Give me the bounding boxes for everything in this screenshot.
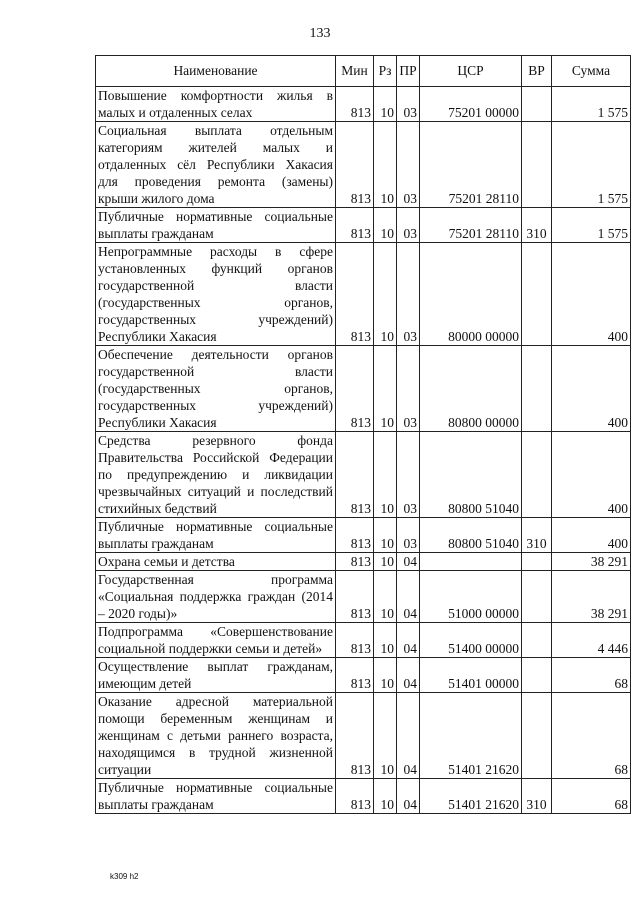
cell-csr: 51400 00000 (420, 623, 522, 658)
cell-rz: 10 (374, 571, 397, 623)
cell-min: 813 (336, 208, 374, 243)
cell-sum: 1 575 (552, 208, 631, 243)
table-row (96, 553, 631, 571)
cell-min: 813 (336, 518, 374, 553)
cell-sum: 68 (552, 779, 631, 814)
cell-name: Осуществление выплат гражданам, имеющим детей (96, 658, 336, 693)
cell-min: 813 (336, 693, 374, 779)
table-row (96, 623, 631, 658)
cell-pr: 04 (397, 779, 420, 814)
table-body (96, 87, 631, 814)
cell-sum: 400 (552, 243, 631, 346)
cell-min: 813 (336, 87, 374, 122)
table-row (96, 243, 631, 346)
cell-pr: 03 (397, 122, 420, 208)
cell-min: 813 (336, 571, 374, 623)
cell-pr: 04 (397, 571, 420, 623)
header-vr: ВР (522, 56, 552, 87)
header-csr: ЦСР (420, 56, 522, 87)
table-row (96, 779, 631, 814)
cell-name: Публичные нормативные социальные выплаты гражданам (96, 779, 336, 814)
page-number: 133 (309, 26, 331, 41)
cell-csr: 51401 00000 (420, 658, 522, 693)
cell-rz: 10 (374, 243, 397, 346)
cell-csr: 75201 00000 (420, 87, 522, 122)
cell-rz: 10 (374, 122, 397, 208)
table-row (96, 432, 631, 518)
cell-name: Оказание адресной материальной помощи беременным женщинам и женщинам с детьми раннего возраста, находящимся в трудной жизненной ситуации (96, 693, 336, 779)
cell-vr (522, 693, 552, 779)
cell-name: Публичные нормативные социальные выплаты гражданам (96, 518, 336, 553)
cell-vr (522, 571, 552, 623)
cell-rz: 10 (374, 623, 397, 658)
table-row (96, 518, 631, 553)
cell-min: 813 (336, 779, 374, 814)
cell-csr: 80800 51040 (420, 518, 522, 553)
cell-pr: 04 (397, 623, 420, 658)
cell-vr (522, 432, 552, 518)
footer-code: k309 h2 (110, 872, 139, 881)
cell-pr: 04 (397, 693, 420, 779)
cell-rz: 10 (374, 346, 397, 432)
cell-pr: 04 (397, 658, 420, 693)
cell-csr: 51000 00000 (420, 571, 522, 623)
cell-rz: 10 (374, 87, 397, 122)
cell-sum: 38 291 (552, 571, 631, 623)
cell-rz: 10 (374, 518, 397, 553)
cell-pr: 03 (397, 518, 420, 553)
header-name: Наименование (96, 56, 336, 87)
table-row (96, 87, 631, 122)
budget-table (95, 55, 631, 814)
cell-vr: 310 (522, 779, 552, 814)
cell-vr (522, 553, 552, 571)
cell-name: Государственная программа «Социальная поддержка граждан (2014 – 2020 годы)» (96, 571, 336, 623)
cell-csr: 75201 28110 (420, 122, 522, 208)
cell-csr (420, 553, 522, 571)
table-row (96, 122, 631, 208)
cell-sum: 400 (552, 432, 631, 518)
cell-rz: 10 (374, 693, 397, 779)
cell-rz: 10 (374, 658, 397, 693)
cell-min: 813 (336, 346, 374, 432)
cell-csr: 80000 00000 (420, 243, 522, 346)
cell-pr: 04 (397, 553, 420, 571)
cell-sum: 68 (552, 658, 631, 693)
cell-name: Средства резервного фонда Правительства Российской Федерации по предупреждению и ликвидации чрезвычайных ситуаций и последствий стихийных бедствий (96, 432, 336, 518)
cell-vr (522, 122, 552, 208)
header-pr: ПР (397, 56, 420, 87)
cell-csr: 80800 51040 (420, 432, 522, 518)
table-row (96, 208, 631, 243)
cell-sum: 400 (552, 518, 631, 553)
table-row (96, 571, 631, 623)
table-row (96, 346, 631, 432)
cell-rz: 10 (374, 432, 397, 518)
cell-name: Обеспечение деятельности органов государственной власти (государственных органов, государственных учреждений) Республики Хакасия (96, 346, 336, 432)
cell-vr: 310 (522, 518, 552, 553)
cell-rz: 10 (374, 208, 397, 243)
cell-min: 813 (336, 658, 374, 693)
cell-vr (522, 623, 552, 658)
cell-csr: 80800 00000 (420, 346, 522, 432)
cell-pr: 03 (397, 87, 420, 122)
cell-csr: 75201 28110 (420, 208, 522, 243)
cell-vr (522, 346, 552, 432)
cell-csr: 51401 21620 (420, 779, 522, 814)
cell-name: Публичные нормативные социальные выплаты гражданам (96, 208, 336, 243)
cell-pr: 03 (397, 346, 420, 432)
cell-vr (522, 658, 552, 693)
table-header-row (96, 56, 631, 87)
cell-min: 813 (336, 432, 374, 518)
cell-min: 813 (336, 243, 374, 346)
header-min: Мин (336, 56, 374, 87)
table-row (96, 693, 631, 779)
cell-sum: 38 291 (552, 553, 631, 571)
cell-pr: 03 (397, 243, 420, 346)
cell-name: Непрограммные расходы в сфере установленных функций органов государственной власти (государственных органов, государственных учреждений) Республики Хакасия (96, 243, 336, 346)
cell-sum: 1 575 (552, 87, 631, 122)
cell-min: 813 (336, 553, 374, 571)
cell-sum: 68 (552, 693, 631, 779)
cell-min: 813 (336, 623, 374, 658)
cell-name: Подпрограмма «Совершенствование социальной поддержки семьи и детей» (96, 623, 336, 658)
cell-pr: 03 (397, 432, 420, 518)
header-rz: Рз (374, 56, 397, 87)
cell-csr: 51401 21620 (420, 693, 522, 779)
cell-vr (522, 87, 552, 122)
cell-name: Охрана семьи и детства (96, 553, 336, 571)
header-sum: Сумма (552, 56, 631, 87)
cell-sum: 4 446 (552, 623, 631, 658)
cell-rz: 10 (374, 553, 397, 571)
cell-pr: 03 (397, 208, 420, 243)
cell-sum: 1 575 (552, 122, 631, 208)
cell-sum: 400 (552, 346, 631, 432)
cell-name: Социальная выплата отдельным категориям жителей малых и отдаленных сёл Республики Хакасия для проведения ремонта (замены) крыши жилого дома (96, 122, 336, 208)
cell-vr: 310 (522, 208, 552, 243)
cell-rz: 10 (374, 779, 397, 814)
cell-vr (522, 243, 552, 346)
cell-name: Повышение комфортности жилья в малых и отдаленных селах (96, 87, 336, 122)
table-row (96, 658, 631, 693)
cell-min: 813 (336, 122, 374, 208)
